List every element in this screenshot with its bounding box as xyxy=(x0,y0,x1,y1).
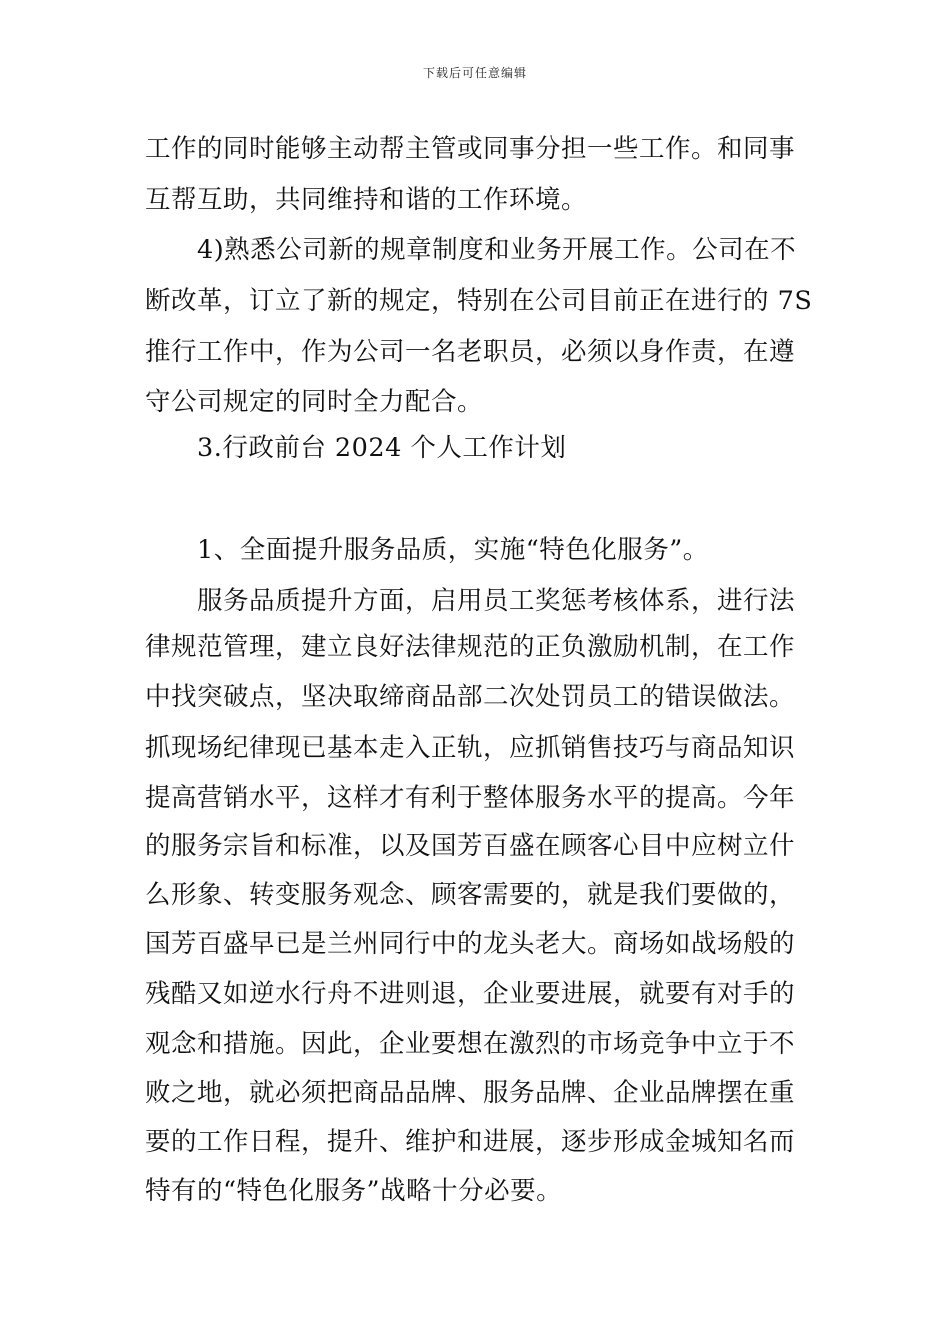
body-line: 么形象、转变服务观念、顾客需要的，就是我们要做的， xyxy=(145,880,796,910)
body-line: 互帮互助，共同维持和谐的工作环境。 xyxy=(145,185,588,215)
body-line: 4)熟悉公司新的规章制度和业务开展工作。公司在不 xyxy=(197,235,797,265)
body-line: 断改革，订立了新的规定，特别在公司目前正在进行的 7S xyxy=(145,286,813,316)
body-line: 特有的“特色化服务”战略十分必要。 xyxy=(145,1176,563,1206)
body-line: 提高营销水平，这样才有利于整体服务水平的提高。今年 xyxy=(145,783,796,813)
body-line: 观念和措施。因此，企业要想在激烈的市场竞争中立于不 xyxy=(145,1029,796,1059)
body-line: 推行工作中，作为公司一名老职员，必须以身作责，在遵 xyxy=(145,337,796,367)
body-line: 败之地，就必须把商品品牌、服务品牌、企业品牌摆在重 xyxy=(145,1078,796,1108)
page-header: 下载后可任意编辑 xyxy=(422,66,527,80)
body-line: 服务品质提升方面，启用员工奖惩考核体系，进行法 xyxy=(197,586,796,616)
body-line: 守公司规定的同时全力配合。 xyxy=(145,387,484,417)
section-heading: 3.行政前台 2024 个人工作计划 xyxy=(197,433,567,463)
body-line: 的服务宗旨和标准，以及国芳百盛在顾客心目中应树立什 xyxy=(145,831,796,861)
body-line: 抓现场纪律现已基本走入正轨，应抓销售技巧与商品知识 xyxy=(145,733,796,763)
body-line: 工作的同时能够主动帮主管或同事分担一些工作。和同事 xyxy=(145,134,796,164)
body-line: 律规范管理，建立良好法律规范的正负激励机制，在工作 xyxy=(145,632,796,662)
subsection-heading: 1、全面提升服务品质，实施“特色化服务”。 xyxy=(197,535,709,565)
body-line: 残酷又如逆水行舟不进则退，企业要进展，就要有对手的 xyxy=(145,979,796,1009)
body-line: 要的工作日程，提升、维护和进展，逐步形成金城知名而 xyxy=(145,1127,796,1157)
body-line: 中找突破点，坚决取缔商品部二次处罚员工的错误做法。 xyxy=(145,682,796,712)
body-line: 国芳百盛早已是兰州同行中的龙头老大。商场如战场般的 xyxy=(145,929,796,959)
